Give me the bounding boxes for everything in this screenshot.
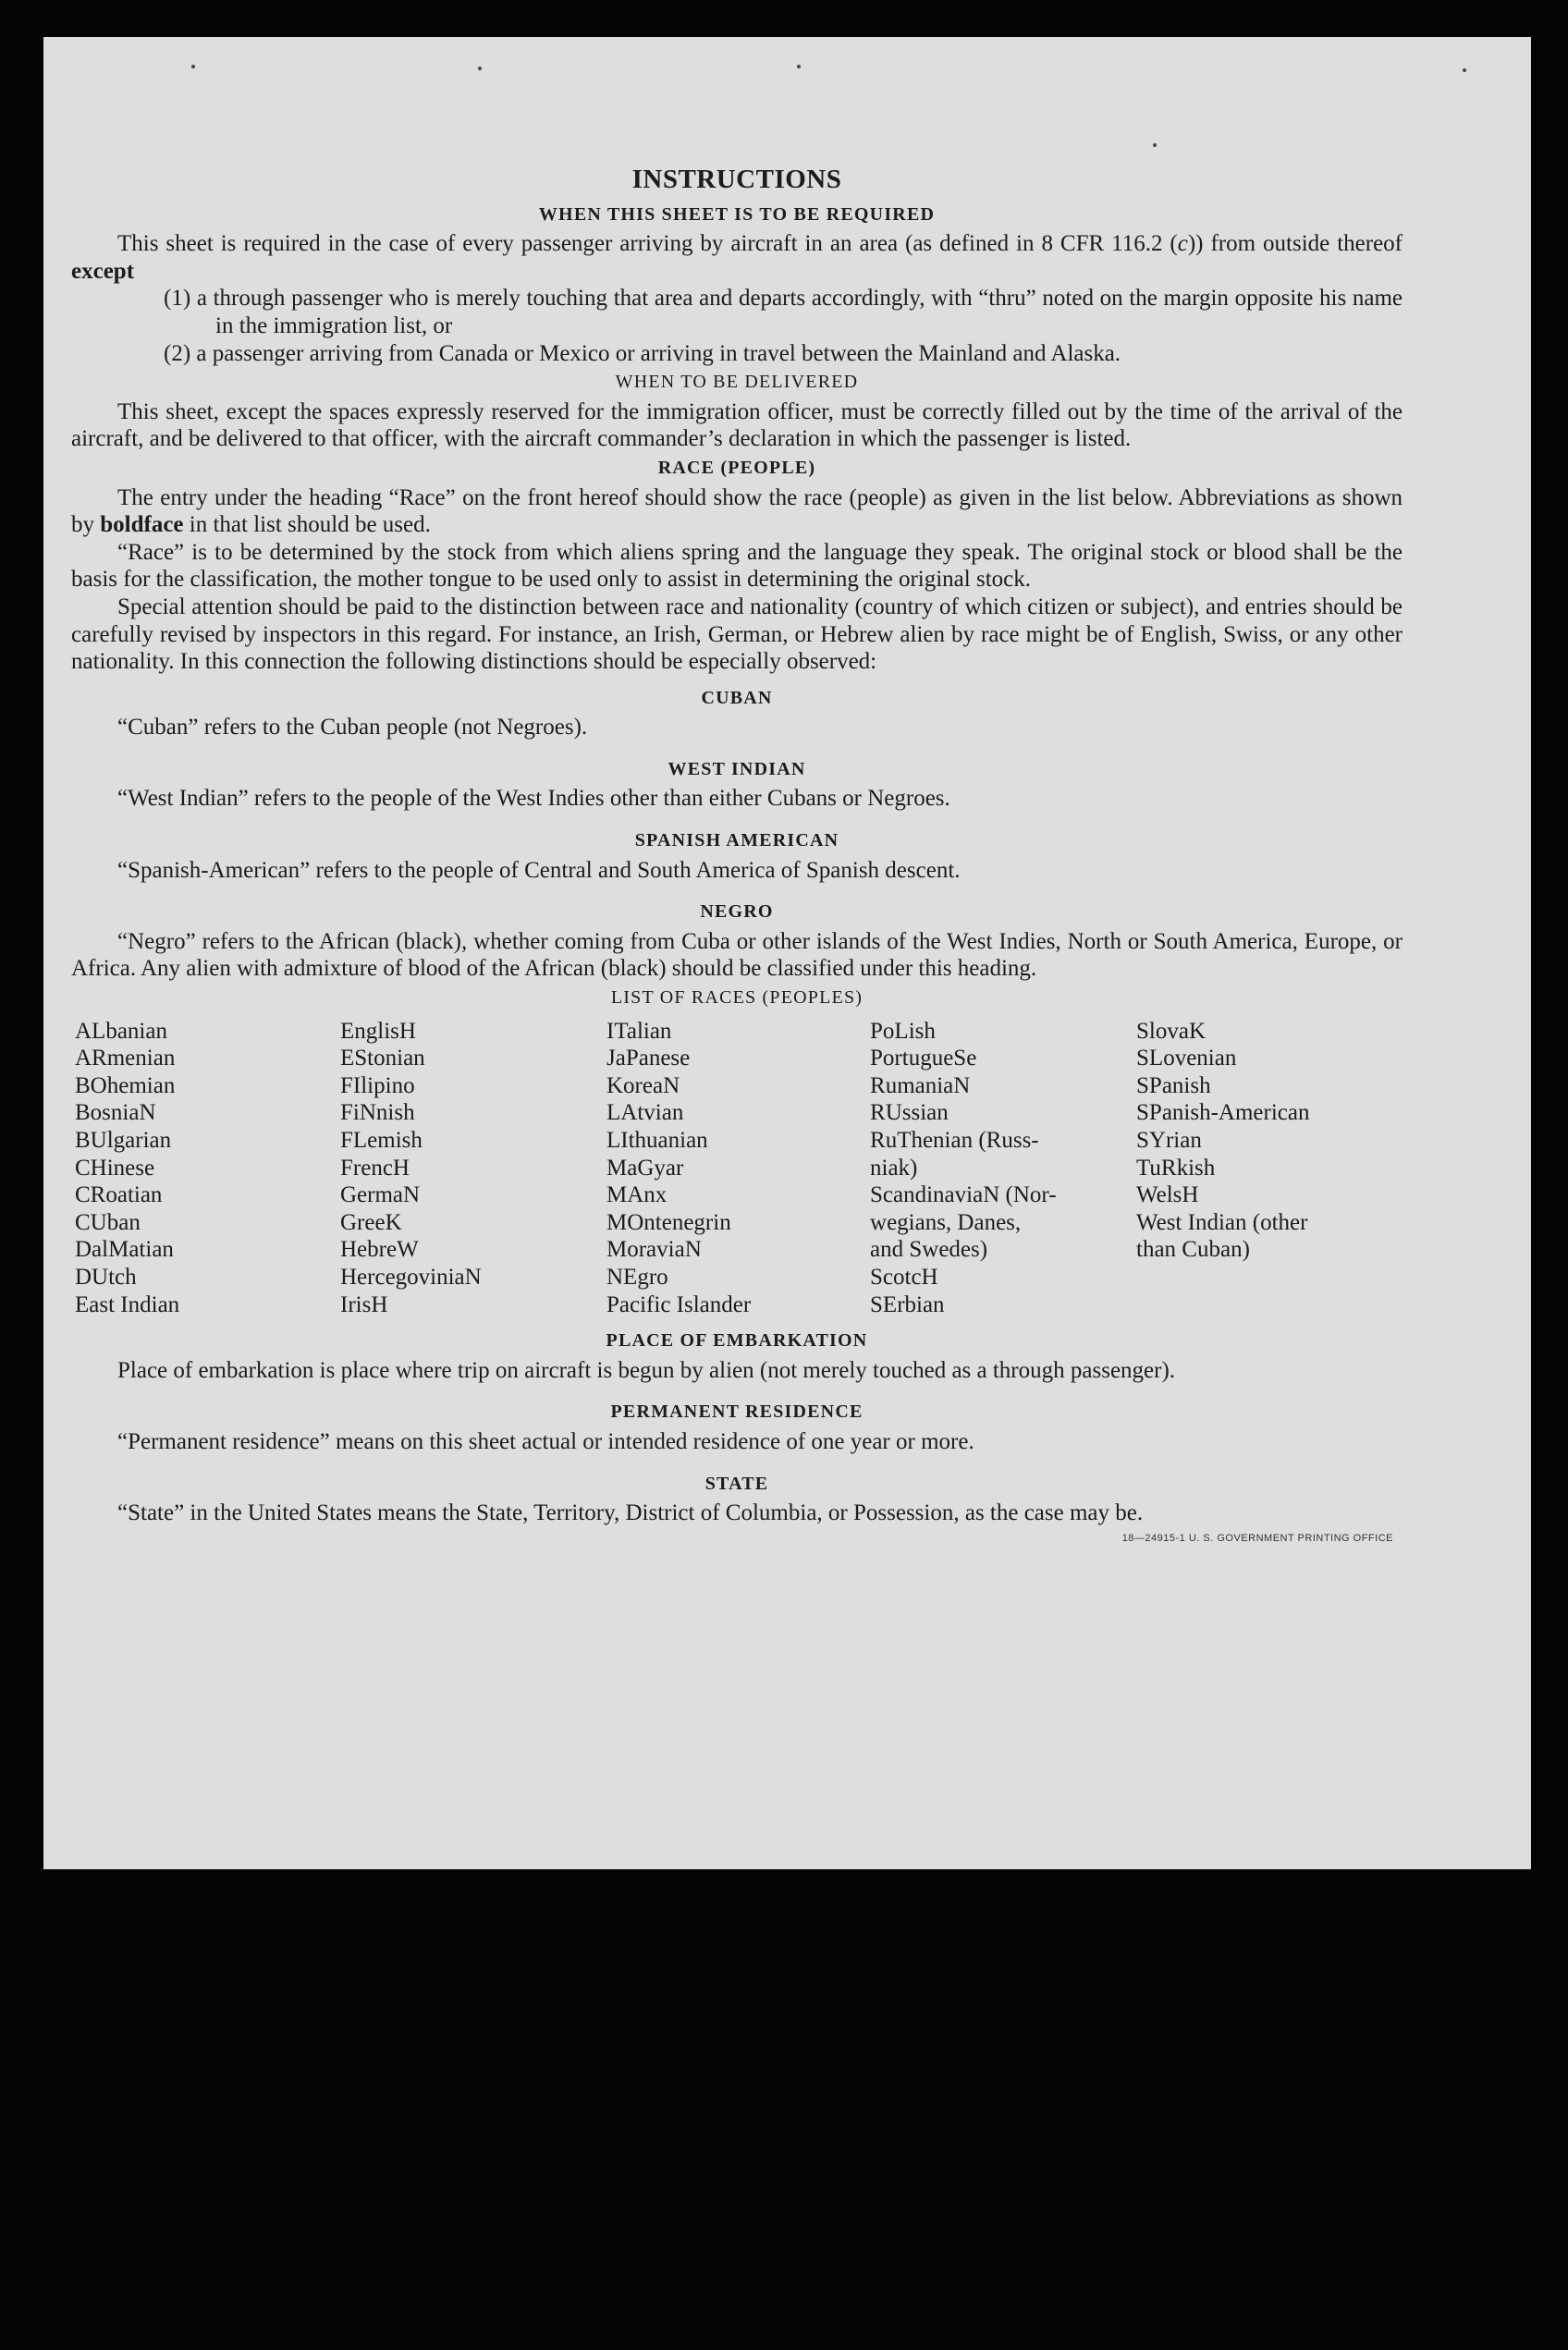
race-p1-boldface: boldface	[100, 512, 184, 538]
race-paragraph-3: Special attention should be paid to the distinction between race and nationality (country of which citizen or subject), and entries should be carefully revised by inspectors in this regard. For instance, an Irish, German, or Hebrew alien by race might be of English, Swiss, or any other nationality. In this connection the following distinctions should be especially observed:	[71, 594, 1403, 675]
document-sheet	[43, 37, 1531, 1869]
race-entry: MAnx	[606, 1182, 668, 1208]
race-entry: HebreW	[340, 1237, 419, 1263]
section-heading-negro: NEGRO	[700, 901, 774, 923]
residence-text: “Permanent residence” means on this sheet actual or intended residence of one year or more.	[117, 1428, 974, 1454]
section-heading-west-indian: WEST INDIAN	[668, 758, 806, 779]
race-entry: SPanish-American	[1136, 1100, 1310, 1126]
race-entry: RumaniaN	[870, 1072, 971, 1098]
races-column-3	[606, 1018, 870, 1319]
races-column-5	[1136, 1018, 1403, 1319]
required-intro-text: This sheet is required in the case of every passenger arriving by aircraft in an area (as defined in 8 CFR 116.2 (	[117, 231, 1178, 257]
race-entry: FrencH	[340, 1155, 410, 1181]
race-entry: ScotcH	[870, 1264, 938, 1290]
race-entry: PortugueSe	[870, 1046, 977, 1071]
race-entry: CHinese	[75, 1155, 155, 1181]
race-entry: BUlgarian	[75, 1128, 172, 1153]
speck-mark	[478, 67, 482, 70]
section-heading-state: STATE	[704, 1473, 769, 1494]
section-heading-races-list: LIST OF RACES (PEOPLES)	[610, 987, 864, 1009]
race-entry: RUssian	[870, 1100, 949, 1126]
race-entry: JaPanese	[606, 1046, 691, 1071]
delivered-text: This sheet, except the spaces expressly reserved for the immigration officer, must be correctly filled out by the time of the arrival of the aircraft, and be delivered to that officer, with the aircraft commander’s declaration in which the passenger is listed.	[71, 398, 1403, 452]
required-intro-except: except	[71, 258, 135, 284]
race-entry: FiNnish	[340, 1100, 415, 1126]
speck-mark	[1463, 68, 1466, 72]
speck-mark	[797, 65, 801, 68]
race-entry: SlovaK	[1136, 1018, 1207, 1044]
race-entry: RuThenian (Russ- niak)	[870, 1128, 1039, 1181]
race-entry: ScandinaviaN (Nor- wegians, Danes, and Swedes)	[870, 1182, 1057, 1263]
race-entry: SLovenian	[1136, 1046, 1237, 1071]
race-entry: TuRkish	[1136, 1155, 1216, 1181]
race-entry: East Indian	[75, 1291, 180, 1317]
embarkation-text: Place of embarkation is place where trip on aircraft is begun by alien (not merely touched as a through passenger).	[117, 1357, 1176, 1383]
race-entry: CUban	[75, 1209, 141, 1235]
negro-text: “Negro” refers to the African (black), whether coming from Cuba or other islands of the West Indies, North or South America, Europe, or Africa. Any alien with admixture of blood of the African (black) should be classified under this heading.	[71, 928, 1403, 982]
race-entry: KoreaN	[606, 1072, 680, 1098]
race-entry: GreeK	[340, 1209, 402, 1235]
spanish-american-text: “Spanish-American” refers to the people of Central and South America of Spanish descent.	[117, 857, 961, 883]
race-entry: West Indian (other than Cuban)	[1136, 1209, 1308, 1263]
section-heading-residence: PERMANENT RESIDENCE	[610, 1401, 864, 1423]
required-intro-text-b: )) from outside thereof	[1187, 231, 1403, 257]
race-entry: EStonian	[340, 1046, 425, 1071]
race-entry: MaGyar	[606, 1155, 684, 1181]
race-entry: MoraviaN	[606, 1237, 702, 1263]
race-entry: BosniaN	[75, 1100, 156, 1126]
race-entry: NEgro	[606, 1264, 668, 1290]
required-item-2: (2) a passenger arriving from Canada or Mexico or arriving in travel between the Mainland and Alaska.	[164, 340, 1121, 366]
race-entry: ALbanian	[75, 1018, 167, 1044]
races-column-2	[340, 1018, 606, 1319]
race-entry: Pacific Islander	[606, 1291, 752, 1317]
races-column-1	[71, 1018, 340, 1319]
required-intro	[71, 230, 1403, 285]
race-entry: IrisH	[340, 1291, 388, 1317]
race-entry: SPanish	[1136, 1072, 1211, 1098]
races-column-4	[870, 1018, 1136, 1319]
speck-mark	[1153, 143, 1157, 147]
printing-office-code: 18—24915-1 U. S. GOVERNMENT PRINTING OFFICE	[1121, 1533, 1393, 1545]
race-entry: FIlipino	[340, 1072, 415, 1098]
race-entry: EnglisH	[340, 1018, 416, 1044]
race-entry: PoLish	[870, 1018, 936, 1044]
page-title: INSTRUCTIONS	[631, 165, 842, 194]
race-entry: BOhemian	[75, 1072, 176, 1098]
race-p1-text: The entry under the heading “Race” on the front hereof should show the race (people) as given in the list below. Abbreviations as shown by	[71, 484, 1403, 538]
section-heading-embarkation: PLACE OF EMBARKATION	[606, 1330, 868, 1352]
race-entry: SYrian	[1136, 1128, 1202, 1153]
race-p1-text-b: in that list should be used.	[183, 512, 431, 538]
race-entry: WelsH	[1136, 1182, 1199, 1208]
section-heading-required: WHEN THIS SHEET IS TO BE REQUIRED	[538, 203, 936, 225]
race-entry: DUtch	[75, 1264, 137, 1290]
race-entry: LIthuanian	[606, 1128, 708, 1153]
state-text: “State” in the United States means the State, Territory, District of Columbia, or Possession, as the case may be.	[117, 1500, 1144, 1526]
race-entry: GermaN	[340, 1182, 421, 1208]
race-entry: LAtvian	[606, 1100, 684, 1126]
races-list-table	[71, 1018, 1403, 1319]
state-block	[71, 1499, 1403, 1545]
required-intro-cite: c	[1177, 231, 1188, 257]
section-heading-race: RACE (PEOPLE)	[657, 457, 816, 478]
race-paragraph-2: “Race” is to be determined by the stock from which aliens spring and the language they speak. The original stock or blood shall be the basis for the classification, the mother tongue to be used only to assist in determining the original stock.	[71, 539, 1403, 593]
section-heading-spanish-american: SPANISH AMERICAN	[634, 830, 839, 851]
race-paragraph-1	[71, 484, 1403, 539]
race-entry: DalMatian	[75, 1237, 174, 1263]
race-entry: CRoatian	[75, 1182, 163, 1208]
required-item-1: (1) a through passenger who is merely touching that area and departs accordingly, with “thru” noted on the margin opposite his name in the immigration list, or	[164, 286, 1403, 338]
race-entry: ARmenian	[75, 1046, 176, 1071]
speck-mark	[191, 65, 195, 68]
race-entry: HercegoviniaN	[340, 1264, 482, 1290]
cuban-text: “Cuban” refers to the Cuban people (not Negroes).	[117, 715, 588, 740]
race-entry: FLemish	[340, 1128, 423, 1153]
race-entry: SErbian	[870, 1291, 945, 1317]
race-entry: MOntenegrin	[606, 1209, 731, 1235]
section-heading-delivered: WHEN TO BE DELIVERED	[615, 372, 859, 393]
west-indian-text: “West Indian” refers to the people of the West Indies other than either Cubans or Negroes.	[117, 786, 950, 812]
race-entry: ITalian	[606, 1018, 672, 1044]
section-heading-cuban: CUBAN	[701, 687, 773, 708]
instructions-content	[71, 165, 1403, 1545]
